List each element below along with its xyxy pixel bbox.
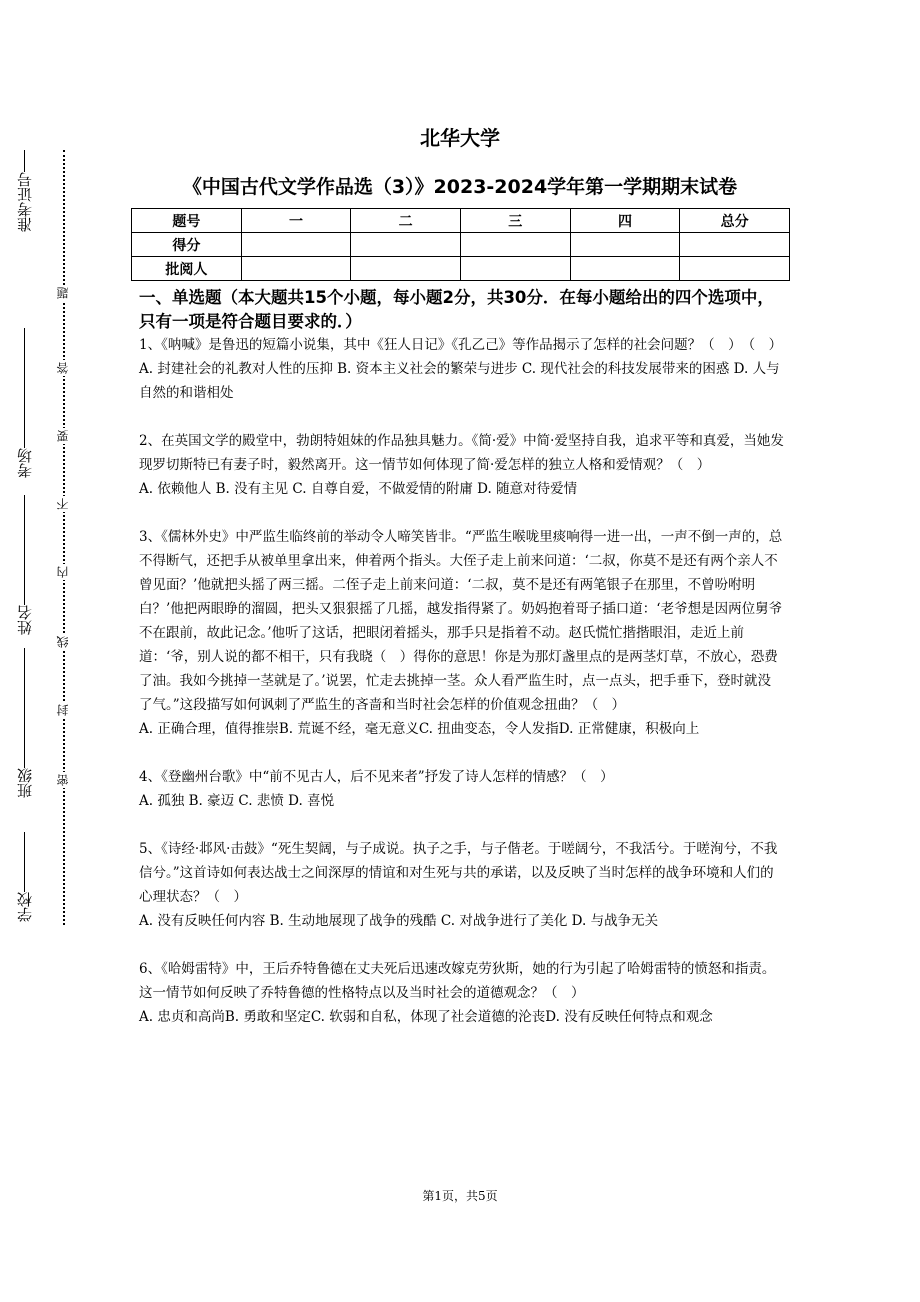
question-stem: 3、《儒林外史》中严监生临终前的举动令人啼笑皆非。“严监生喉咙里痰响得一进一出，一声不倒一声的，总不得断气，还把手从被单里拿出来，伸着两个指头。大侄子走上前来问道：‘二叔，你莫不是还有两个亲人不曾见面？’他就把头摇了两三摇。二侄子走上前来问道：‘二叔，莫不是还有两笔银子在那里，不曾吩咐明白？’他把两眼睁的溜圆，把头又狠狠摇了几摇，越发指得紧了。奶妈抱着哥子插口道：‘老爷想是因两位舅爷不在跟前，故此记念。’他听了这话，把眼闭着摇头，那手只是指着不动。赵氏慌忙揩揩眼泪，走近上前道：‘爷，别人说的都不相干，只有我晓（ ）得你的意思！你是为那灯盏里点的是两茎灯草，不放心，恐费了油。我如今挑掉一茎就是了。’说罢，忙走去挑掉一茎。众人看严监生时，点一点头，把手垂下，登时就没了气。”这段描写如何讽刺了严监生的吝啬和当时社会怎样的价值观念扭曲？（ ） <box>139 529 783 713</box>
grader-cell[interactable] <box>570 257 680 281</box>
field-exam-room <box>16 328 34 478</box>
question-6 <box>139 957 784 1029</box>
score-table-header-row <box>132 209 790 233</box>
field-exam-id-label: 准考证号 <box>16 172 34 232</box>
score-cell-header: 题号 <box>132 209 242 233</box>
field-class <box>16 648 34 798</box>
question-5 <box>139 837 784 933</box>
score-cell-header: 四 <box>570 209 680 233</box>
question-stem: 1、《呐喊》是鲁迅的短篇小说集，其中《狂人日记》《孔乙己》等作品揭示了怎样的社会问题？（ ） （ ） <box>139 337 783 353</box>
seal-word-2: 封 <box>56 704 70 716</box>
question-options: A. 孤独 B. 豪迈 C. 悲愤 D. 喜悦 <box>139 793 335 809</box>
seal-word-6: 要 <box>56 430 70 442</box>
score-cell[interactable] <box>460 233 570 257</box>
binding-margin <box>0 150 75 940</box>
question-options: A. 依赖他人 B. 没有主见 C. 自尊自爱，不做爱情的附庸 D. 随意对待爱情 <box>139 481 578 497</box>
seal-word-4: 内 <box>56 566 70 578</box>
question-options: A. 忠贞和高尚B. 勇敢和坚定C. 软弱和自私，体现了社会道德的沦丧D. 没有反映任何特点和观念 <box>139 1009 713 1025</box>
field-exam-room-label: 考场 <box>16 448 34 478</box>
score-table-grader-row <box>132 257 790 281</box>
question-4 <box>139 765 784 813</box>
grader-row-label: 批阅人 <box>132 257 242 281</box>
question-options: A. 正确合理，值得推崇B. 荒诞不经，毫无意义C. 扭曲变态，令人发指D. 正常健康，积极向上 <box>139 721 700 737</box>
question-1 <box>139 333 784 405</box>
seal-word-7: 答 <box>56 362 70 374</box>
section-title: 一、单选题（本大题共15个小题，每小题2分，共30分．在每小题给出的四个选项中，只有一项是符合题目要求的．） <box>139 288 774 331</box>
question-stem: 4、《登幽州台歌》中“前不见古人，后不见来者”抒发了诗人怎样的情感？（ ） <box>139 769 614 785</box>
question-stem: 2、在英国文学的殿堂中，勃朗特姐妹的作品独具魅力。《简·爱》中简·爱坚持自我，追求平等和真爱，当她发现罗切斯特已有妻子时，毅然离开。这一情节如何体现了简·爱怎样的独立人格和爱情观？（ ） <box>139 433 784 473</box>
score-cell-header: 二 <box>351 209 461 233</box>
university-name: 北华大学 <box>420 126 500 150</box>
question-list <box>139 333 784 1029</box>
score-cell[interactable] <box>680 233 790 257</box>
seal-dotted-line <box>63 150 65 925</box>
field-class-label: 班级 <box>16 768 34 798</box>
score-row-label: 得分 <box>132 233 242 257</box>
score-cell[interactable] <box>241 233 351 257</box>
grader-cell[interactable] <box>241 257 351 281</box>
field-exam-room-line <box>25 328 26 448</box>
question-options: A. 没有反映任何内容 B. 生动地展现了战争的残酷 C. 对战争进行了美化 D. 与战争无关 <box>139 913 659 929</box>
question-3 <box>139 525 784 741</box>
field-school-label: 学校 <box>16 892 34 922</box>
question-2 <box>139 429 784 501</box>
question-options: A. 封建社会的礼教对人性的压抑 B. 资本主义社会的繁荣与进步 C. 现代社会的科技发展带来的困惑 D. 人与自然的和谐相处 <box>139 361 780 401</box>
exam-title: 《中国古代文学作品选（3）》2023-2024学年第一学期期末试卷 <box>182 176 738 198</box>
seal-word-1: 密 <box>56 774 70 786</box>
seal-word-8: 题 <box>56 287 70 299</box>
grader-cell[interactable] <box>351 257 461 281</box>
score-cell[interactable] <box>351 233 461 257</box>
page-footer: 第1页，共5页 <box>422 1189 498 1203</box>
field-name <box>16 495 34 635</box>
seal-word-3: 线 <box>56 636 70 648</box>
score-table-score-row <box>132 233 790 257</box>
field-class-line <box>25 648 26 768</box>
score-cell-header: 一 <box>241 209 351 233</box>
field-name-label: 姓名 <box>16 605 34 635</box>
field-school-line <box>25 832 26 892</box>
question-stem: 5、《诗经·邶风·击鼓》“死生契阔，与子成说。执子之手，与子偕老。于嗟阔兮，不我活兮。于嗟洵兮，不我信兮。”这首诗如何表达战士之间深厚的情谊和对生死与共的承诺，以及反映了当时怎样的战争环境和人们的心理状态？（ ） <box>139 841 778 905</box>
field-name-line <box>25 495 26 605</box>
field-school <box>16 832 34 922</box>
score-cell[interactable] <box>570 233 680 257</box>
grader-cell[interactable] <box>460 257 570 281</box>
score-cell-header: 总分 <box>680 209 790 233</box>
score-table <box>131 208 790 281</box>
grader-cell[interactable] <box>680 257 790 281</box>
score-cell-header: 三 <box>460 209 570 233</box>
seal-word-5: 不 <box>56 498 70 510</box>
question-stem: 6、《哈姆雷特》中，王后乔特鲁德在丈夫死后迅速改嫁克劳狄斯，她的行为引起了哈姆雷特的愤怒和指责。这一情节如何反映了乔特鲁德的性格特点以及当时社会的道德观念？（ ） <box>139 961 776 1001</box>
field-exam-id-line <box>25 150 26 172</box>
